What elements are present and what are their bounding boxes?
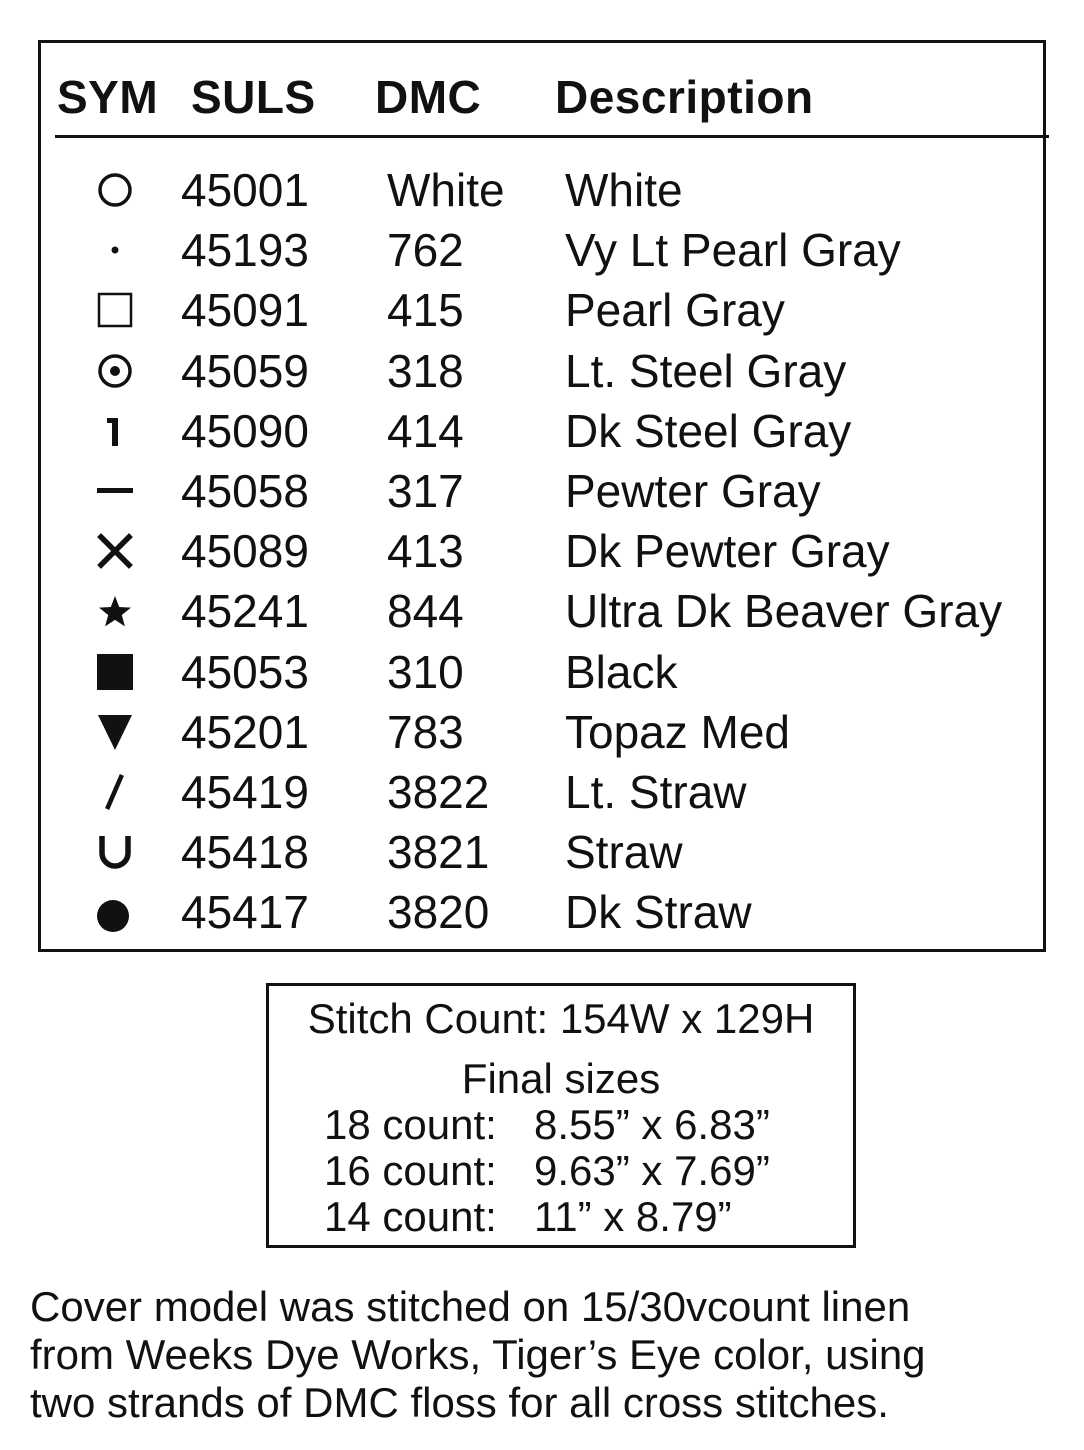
final-size-row	[324, 1194, 732, 1240]
table-row	[41, 521, 1043, 581]
suls-code: 45417	[181, 886, 309, 939]
dmc-code: 783	[387, 705, 464, 758]
dmc-code: 844	[387, 585, 464, 638]
suls-code: 45419	[181, 765, 309, 818]
slash-icon	[93, 762, 137, 822]
note-line: two strands of DMC floss for all cross stitches.	[30, 1379, 889, 1426]
header-description: Description	[555, 71, 814, 123]
dmc-code: White	[387, 164, 505, 216]
dmc-code: 413	[387, 525, 464, 578]
dmc-code: 317	[387, 464, 464, 517]
color-description: Vy Lt Pearl Gray	[565, 224, 901, 277]
color-description: Pearl Gray	[565, 284, 785, 337]
dmc-code: 3822	[387, 765, 490, 818]
color-description: Straw	[565, 826, 683, 879]
star-icon	[93, 581, 137, 641]
color-description: Topaz Med	[565, 705, 791, 758]
dmc-code: 318	[387, 344, 464, 397]
table-row	[41, 160, 1043, 220]
color-description: Dk Steel Gray	[565, 404, 852, 457]
table-row	[41, 762, 1043, 822]
open-square-icon	[93, 280, 137, 340]
suls-code: 45241	[181, 585, 309, 638]
header-dmc: DMC	[375, 71, 482, 123]
suls-code: 45089	[181, 525, 309, 578]
numeral-one-icon	[93, 401, 137, 461]
open-circle-icon	[93, 160, 137, 220]
filled-circle-icon	[93, 882, 137, 942]
color-description: Ultra Dk Beaver Gray	[565, 585, 1003, 638]
color-description: Pewter Gray	[565, 464, 821, 517]
key-rows	[41, 160, 1043, 942]
suls-code: 45201	[181, 705, 309, 758]
table-row	[41, 702, 1043, 762]
stitch-count-box	[266, 983, 856, 1248]
cover-model-note	[30, 1283, 1050, 1427]
dmc-code: 3821	[387, 826, 490, 879]
filled-square-icon	[93, 642, 137, 702]
dmc-code: 415	[387, 284, 464, 337]
color-description: Lt. Straw	[565, 765, 747, 818]
note-line: from Weeks Dye Works, Tiger’s Eye color, using	[30, 1331, 926, 1378]
dmc-code: 762	[387, 224, 464, 277]
table-row	[41, 341, 1043, 401]
suls-code: 45058	[181, 464, 309, 517]
color-description: Dk Pewter Gray	[565, 525, 890, 578]
color-description: Lt. Steel Gray	[565, 344, 847, 397]
suls-code: 45059	[181, 344, 309, 397]
note-line: Cover model was stitched on 15/30vcount linen	[30, 1283, 911, 1330]
suls-code: 45053	[181, 645, 309, 698]
color-key-table	[38, 40, 1046, 952]
u-shape-icon	[93, 822, 137, 882]
header-suls: SULS	[191, 71, 316, 123]
finished-size: 9.63” x 7.69”	[534, 1147, 770, 1194]
table-row	[41, 581, 1043, 641]
cross-x-icon	[93, 521, 137, 581]
table-row	[41, 280, 1043, 340]
suls-code: 45001	[181, 164, 309, 216]
final-size-row	[324, 1102, 770, 1148]
fabric-count-label: 18 count:	[324, 1101, 497, 1148]
header-sym: SYM	[57, 71, 159, 123]
table-row	[41, 461, 1043, 521]
fabric-count-label: 16 count:	[324, 1147, 497, 1194]
stitch-count: Stitch Count: 154W x 129H	[307, 995, 815, 1042]
finished-size: 8.55” x 6.83”	[534, 1101, 770, 1148]
suls-code: 45193	[181, 224, 309, 277]
color-description: White	[565, 164, 683, 216]
dotted-circle-icon	[93, 341, 137, 401]
final-sizes-title: Final sizes	[461, 1055, 661, 1102]
dmc-code: 310	[387, 645, 464, 698]
color-description: Black	[565, 645, 678, 698]
table-row	[41, 822, 1043, 882]
suls-code: 45091	[181, 284, 309, 337]
suls-code: 45418	[181, 826, 309, 879]
table-row	[41, 642, 1043, 702]
table-row	[41, 401, 1043, 461]
table-row	[41, 882, 1043, 942]
color-description: Dk Straw	[565, 886, 752, 939]
dash-icon	[93, 461, 137, 521]
suls-code: 45090	[181, 404, 309, 457]
down-triangle-icon	[93, 702, 137, 762]
finished-size: 11” x 8.79”	[534, 1193, 732, 1240]
dmc-code: 414	[387, 404, 464, 457]
final-size-row	[324, 1148, 770, 1194]
dmc-code: 3820	[387, 886, 490, 939]
table-row	[41, 220, 1043, 280]
key-header-row	[55, 69, 1049, 138]
fabric-count-label: 14 count:	[324, 1193, 497, 1240]
small-dot-icon	[93, 220, 137, 280]
